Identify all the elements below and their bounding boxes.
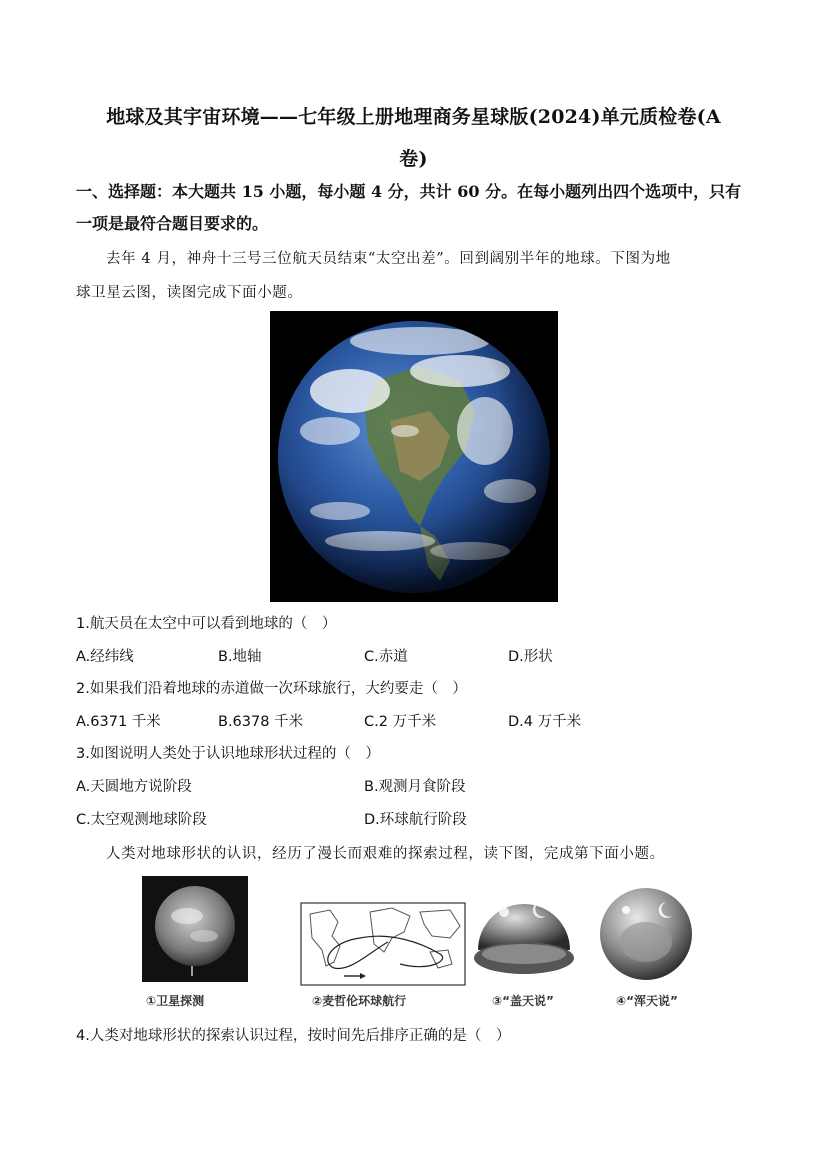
figure-caption-4: ④“浑天说” (616, 994, 678, 1008)
passage-1-line-2: 球卫星云图，读图完成下面小题。 (76, 285, 303, 301)
question-3-option-a: A.天圆地方说阶段 (76, 779, 192, 795)
question-3-option-c: C.太空观测地球阶段 (76, 812, 207, 828)
question-3-option-b: B.观测月食阶段 (364, 779, 466, 795)
question-1-option-c: C.赤道 (364, 649, 408, 665)
question-1-option-b: B.地轴 (218, 649, 262, 665)
passage-1-line-1: 去年 4 月，神舟十三号三位航天员结束“太空出差”。回到阔别半年的地球。下图为地 (106, 251, 671, 267)
section-instruction-line-1: 一、选择题：本大题共 15 小题，每小题 4 分，共计 60 分。在每小题列出四个选项中，只有 (76, 182, 742, 201)
figure-caption-1: ①卫星探测 (146, 994, 205, 1008)
magellan-route-map-figure (300, 902, 466, 986)
question-1-option-d: D.形状 (508, 649, 553, 665)
passage-2: 人类对地球形状的认识，经历了漫长而艰难的探索过程，读下图，完成第下面小题。 (106, 846, 665, 862)
section-instruction-line-2: 一项是最符合题目要求的。 (76, 214, 269, 233)
exam-title-line-2: 卷) (399, 148, 428, 170)
gai-tian-dome-figure (470, 880, 578, 986)
question-2-option-a: A.6371 千米 (76, 714, 161, 730)
hun-tian-sphere-figure (594, 880, 698, 984)
question-4-stem: 4.人类对地球形状的探索认识过程，按时间先后排序正确的是（ ） (76, 1028, 511, 1044)
exam-title-line-1: 地球及其宇宙环境——七年级上册地理商务星球版(2024)单元质检卷(A (106, 106, 721, 128)
earth-shape-figure-row (140, 876, 700, 1016)
earth-satellite-image (270, 311, 558, 602)
question-2-option-c: C.2 万千米 (364, 714, 437, 730)
figure-caption-2: ②麦哲伦环球航行 (312, 994, 407, 1008)
satellite-photo-figure (142, 876, 248, 982)
question-2-option-d: D.4 万千米 (508, 714, 582, 730)
question-1-option-a: A.经纬线 (76, 649, 134, 665)
question-2-stem: 2.如果我们沿着地球的赤道做一次环球旅行，大约要走（ ） (76, 681, 467, 697)
question-3-option-d: D.环球航行阶段 (364, 812, 467, 828)
question-3-stem: 3.如图说明人类处于认识地球形状过程的（ ） (76, 746, 380, 762)
question-1-stem: 1.航天员在太空中可以看到地球的（ ） (76, 616, 337, 632)
figure-caption-3: ③“盖天说” (492, 994, 554, 1008)
question-2-option-b: B.6378 千米 (218, 714, 304, 730)
